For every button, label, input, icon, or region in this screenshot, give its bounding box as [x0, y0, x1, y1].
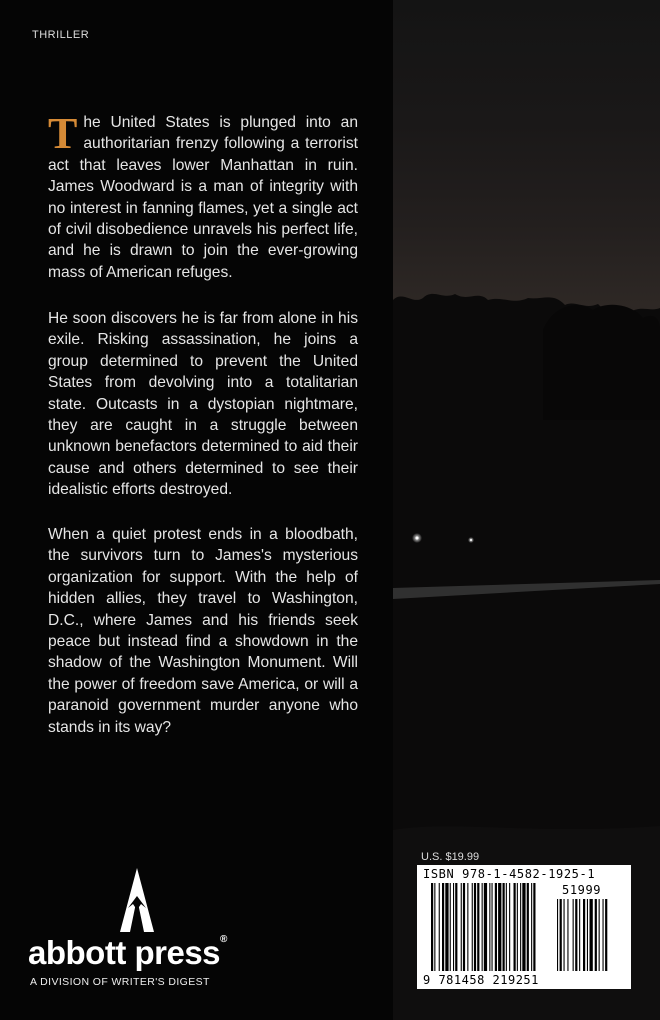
barcode-bar: [474, 883, 476, 971]
barcode-bar: [492, 883, 493, 971]
barcode-bar: [434, 883, 435, 971]
barcode-bar: [439, 883, 440, 971]
barcode-addon-bar: [575, 899, 577, 971]
barcode-bar: [431, 883, 433, 971]
blurb-paragraph-2: [48, 308, 358, 501]
barcode-addon-bar: [599, 899, 600, 971]
isbn-label: ISBN 978-1-4582-1925-1: [423, 867, 596, 881]
barcode-bar: [467, 883, 468, 971]
publisher-tagline: A DIVISION OF WRITER'S DIGEST: [30, 976, 210, 988]
barcode-addon-bar: [573, 899, 574, 971]
barcode-bar: [477, 883, 479, 971]
barcode-bar: [522, 883, 525, 971]
barcode-addon-bar: [564, 899, 565, 971]
blurb-text-2: He soon discovers he is far from alone in his exile. Risking assassination, he joins a group determined to prevent the United States from devolving into a totalitarian state. Outcasts in a dystopian nightmare, they are caught in a struggle between unknown benefactors determined to aid their cause and others determined to see their idealistic efforts destroyed.: [48, 310, 358, 499]
barcode-bar: [520, 883, 521, 971]
barcode-addon-bar: [583, 899, 585, 971]
barcode-bar: [461, 883, 462, 971]
drop-cap: T: [48, 109, 78, 158]
barcode-bar: [506, 883, 507, 971]
barcode-addon-bar: [557, 899, 558, 971]
barcode-bar: [455, 883, 457, 971]
genre-label: THRILLER: [32, 29, 90, 41]
barcode-addon-bar: [590, 899, 593, 971]
barcode-addon-bar: [587, 899, 588, 971]
barcode-addon-bar: [595, 899, 597, 971]
blurb-text-3: When a quiet protest ends in a bloodbath, the survivors turn to James's mysterious organization for support. With the help of hidden allies, they travel to Washington, D.C., where James and his friends seek peace but instead find a showdown in the shadow of the Washington Monument. Will the power of freedom save America, or will a paranoid government murder anyone who stands in its way?: [48, 526, 358, 736]
barcode-addon-bar: [560, 899, 562, 971]
barcode-bar: [484, 883, 487, 971]
barcode-bar: [445, 883, 448, 971]
barcode-addon-bar: [605, 899, 607, 971]
isbn-barcode: [417, 865, 631, 989]
barcode-digits: 9 781458 219251: [423, 973, 539, 987]
barcode-bar: [503, 883, 505, 971]
barcode-bar: [514, 883, 516, 971]
barcode-bar: [509, 883, 510, 971]
barcode-bar: [442, 883, 444, 971]
barcode-bar: [495, 883, 497, 971]
barcode-bar: [517, 883, 518, 971]
barcode-bar: [463, 883, 465, 971]
price-code: 51999: [562, 883, 602, 897]
barcode-bar: [498, 883, 501, 971]
publisher-name: abbott press®: [28, 934, 227, 971]
registered-mark: ®: [220, 934, 227, 945]
barcode-bar: [531, 883, 532, 971]
barcode-bar: [472, 883, 473, 971]
barcode-addon-bar: [579, 899, 580, 971]
barcode-addon-bar: [567, 899, 568, 971]
blurb-text-1: he United States is plunged into an authoritarian frenzy following a terrorist act that leaves lower Manhattan in ruin. James Woodward is a man of integrity with no interest in fanning flames, yet a single act of civil disobedience unravels his perfect life, and he is drawn to join the ever-growing mass of American refuges.: [48, 114, 358, 281]
barcode-bars: [417, 865, 631, 989]
mountain-a-icon: [120, 868, 154, 932]
barcode-bar: [533, 883, 535, 971]
barcode-addon-bar: [603, 899, 604, 971]
barcode-bar: [527, 883, 529, 971]
barcode-bar: [453, 883, 454, 971]
barcode-bar: [482, 883, 483, 971]
blurb-paragraph-3: [48, 524, 358, 738]
barcode-bar: [489, 883, 490, 971]
blurb-paragraph-1: [48, 109, 358, 283]
price-label: U.S. $19.99: [421, 851, 480, 863]
barcode-bar: [450, 883, 451, 971]
